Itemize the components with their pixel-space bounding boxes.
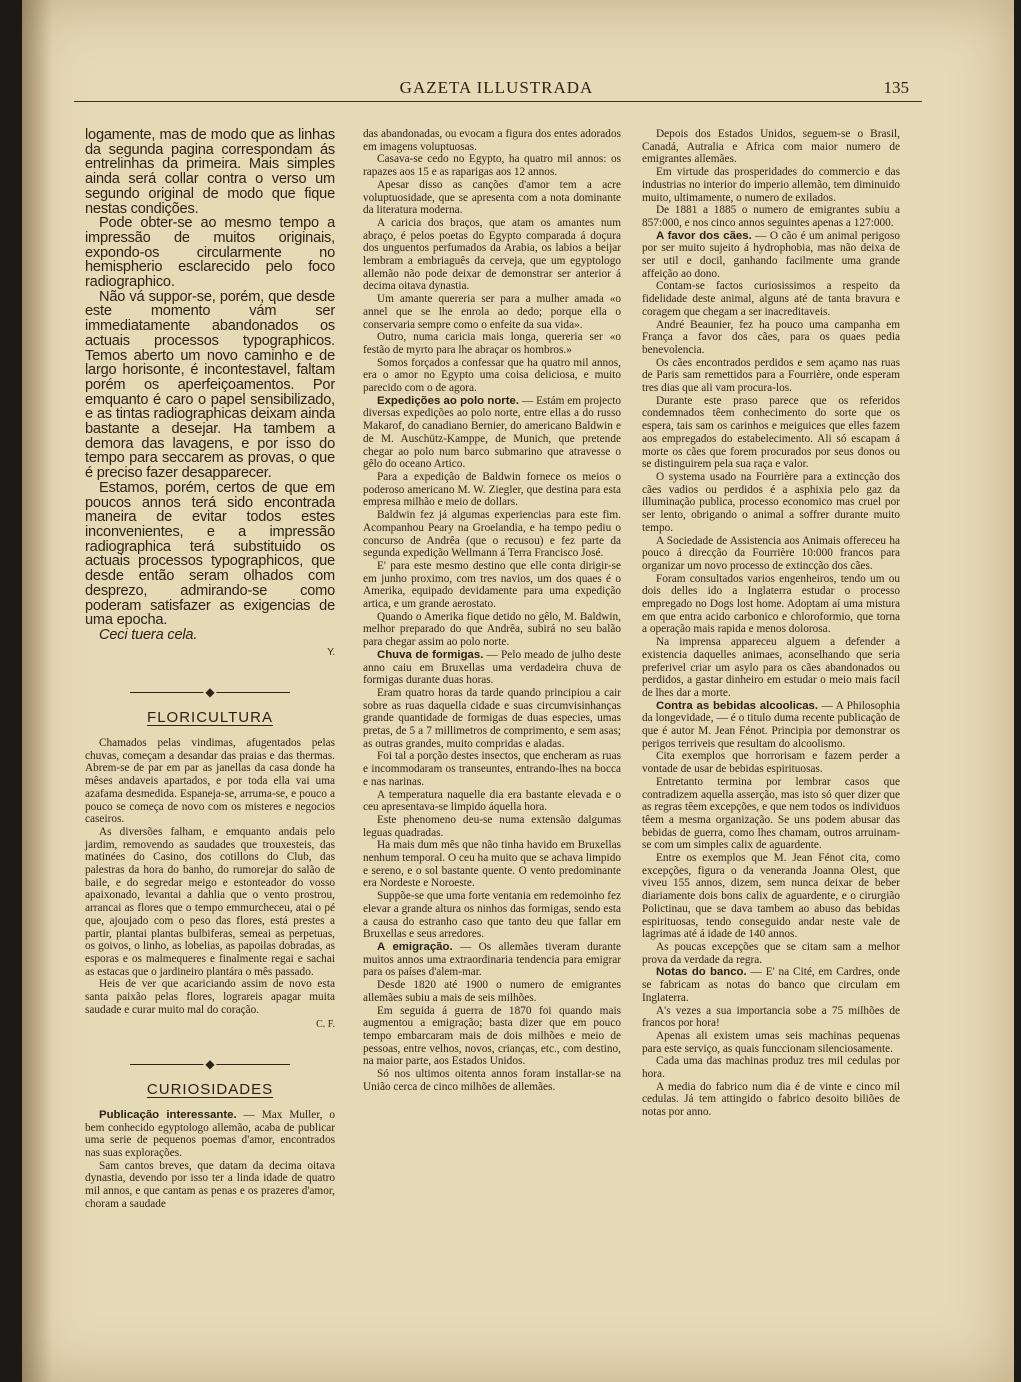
paragraph: Apesar disso as canções d'amor tem a acre voluptuosidade, que se apresenta com a nota dominante da literatura moderna. — [363, 178, 621, 217]
paragraph: logamente, mas de modo que as linhas da segunda pagina correspondam ás entrelinhas da primeira. Mais simples ainda será collar contra o verso um segundo original de modo que fique nestas condições. — [85, 127, 335, 217]
article-headline: Expedições ao polo norte. — [377, 394, 520, 407]
paragraph: Chamados pelas vindimas, afugentados pelas chuvas, começam a desandar das praias e das thermas. Abrem-se de par em par as janellas da casa donde ha mêses andaveis apartados, e por toda ella vai uma azafama desmedida. Espaneja-se, arruma-se, e pouco a pouco se começa de novo com os misteres e negocios caseiros. — [85, 737, 335, 826]
signature: Y. — [327, 646, 335, 658]
radiography-article — [85, 128, 335, 660]
paragraph: Em virtude das prosperidades do commercio e das industrias no interior do imperio allemão, tem diminuido muito, ultimamente, o numero de exilados. — [642, 166, 900, 204]
paragraph-text: — Estám em projecto diversas expedições ao polo norte, entre ellas a do russo Makarof, do canadiano Bernier, do americano Baldwin e de M. Auschütz-Kamppe, de Munich, que pretende chegar ao polo num barco submarino que atravesse o gêlo do oceano Artico. — [363, 394, 621, 471]
paragraph: Em seguida á guerra de 1870 foi quando mais augmentou a emigração; basta dizer que em pouco tempo embarcaram mais de dois milhões e meio de pessoas, entre velhos, novos, crianças, etc., com destino, na maior parte, aos Estados Unidos. — [363, 1004, 621, 1068]
paragraph: A temperatura naquelle dia era bastante elevada e o ceu apresentava-se limpido áquella hora. — [363, 788, 621, 814]
paragraph: A media do fabrico num dia é de vinte e cinco mil cedulas. Já tem attingido o fabrico desoito biliões de notas por anno. — [642, 1080, 900, 1119]
article-headline: Chuva de formigas. — [377, 648, 484, 661]
paragraph-text: — Os allemães tiveram durante muitos annos uma extraordinaria tendencia para emigrar para os países d'alem-mar. — [363, 941, 621, 979]
paragraph: Entre os exemplos que M. Jean Fénot cita, como excepções, figura o da veneranda Joanna Olest, que viveu 155 annos, dizem, sem nunca deixar de beber diariamente dois bons calix de aguardente, e o cirurgião Polictinau, que se dava tambem ao abuso das bebidas espirituosas, tendo conseguido andar neste vale de lagrimas até á idade de 140 annos. — [642, 852, 900, 941]
paragraph — [363, 941, 621, 979]
paragraph: Desde 1820 até 1900 o numero de emigrantes allemães subiu a mais de seis milhões. — [363, 979, 621, 1004]
paragraph: Outro, numa caricia mais longa, quereria ser «o festão de myrto para lhe abraçar os hombros.» — [363, 331, 621, 356]
column-2 — [363, 128, 621, 1093]
paragraph: Quando o Amerika fique detido no gêlo, M. Baldwin, melhor preparado do que Andrêa, subirá no seu balão para chegar assim ao polo norte. — [363, 610, 621, 649]
paragraph: Suppõe-se que uma forte ventania em redemoinho fez elevar a grande altura os ninhos das formigas, sendo esta a causa do estranho caso que tanto deu que fallar em Bruxellas e seus arredores. — [363, 890, 621, 941]
paragraph: Cada uma das machinas produz tres mil cedulas por hora. — [642, 1055, 900, 1081]
section-divider — [85, 684, 335, 702]
publication-title: GAZETA ILLUSTRADA — [399, 78, 594, 97]
paragraph: Para a expedição de Baldwin fornece os meios o poderoso americano M. W. Ziegler, que destina para esta empresa milhão e meio de dollars. — [363, 470, 621, 509]
paragraph: E' para este mesmo destino que elle conta dirigir-se em junho proximo, com tres navios, um dos quaes é o Amerika, equipado devidamente para uma expedição artica, e um grande aerostato. — [363, 559, 621, 611]
paragraph — [642, 966, 900, 1004]
column-1 — [85, 128, 335, 1211]
paragraph — [363, 395, 621, 471]
paragraph: Entretanto termina por lembrar casos que contradizem aquella asserção, mas isto só quer dizer que as regras têem excepções, e que nem todos os individuos têem a mesma organização. Se uns podem abusar das bebidas de guerra, como lhes chamam, outros arruinam-se com um simples calix de aguardente. — [642, 775, 900, 852]
paragraph — [85, 1109, 335, 1160]
article-headline: Notas do banco. — [656, 966, 747, 979]
paragraph: Só nos ultimos oitenta annos foram installar-se na União cerca de cinco milhões de allemães. — [363, 1068, 621, 1093]
paragraph: Durante este praso parece que os referidos condemnados têem conhecimento do sorte que os espera, tais sam os carinhos e meiguices que elles fazem aos empregados do estabelecimento. Ali só escapam á morte os cães que forem procurados por seus donos ou se distinguirem pela sua raça e valor. — [642, 394, 900, 471]
paragraph: Somos forçados a confessar que ha quatro mil annos, era o amor no Egypto uma coisa deliciosa, e muito parecido com o de agora. — [363, 356, 621, 395]
signature: C. F. — [316, 1019, 335, 1031]
paragraph-text: — E' na Cité, em Cardres, onde se fabricam as notas do banco que circulam em Inglaterra. — [642, 966, 900, 1004]
paragraph: As diversões falham, e emquanto andais pelo jardim, removendo as saudades que trouxesteis, das matinées do Casino, dos cotillons do Club, das palestras da hora do banho, do rumorejar do salão de baile, e do segredar meigo e estonteador do vosso apaixonado, levantai a dahlia que o vento prostrou, arrancai as flores que o tempo emmurcheceu, atai o pé que, ajoujado com o peso das flores, está prestes a partir, plantai plantas bulbiferas, semeai as perpetuas, os goivos, o linho, as lobelias, as papoilas dobradas, as esporas e os malmequeres e finalmente regai e sachai as estacas que o jardineiro plantára o mês passado. — [85, 825, 335, 978]
paragraph: Depois dos Estados Unidos, seguem-se o Brasil, Canadá, Autralia e Africa com maior numero de emigrantes allemães. — [642, 128, 900, 166]
paragraph-text: — A Philosophia da longevidade, — é o titulo duma recente publicação de que é autor M. Jean Fénot. Principia por demonstrar os perigos terriveis que resultam do alcoolismo. — [642, 699, 900, 750]
paragraph: Eram quatro horas da tarde quando principiou a cair sobre as ruas daquella cidade e suas circumvisinhanças grande quantidade de formigas de duas especies, umas pretas, de 5 a 7 millimetros de comprimento, e sem asas; as outras grandes, muito compridas e aladas. — [363, 686, 621, 750]
article-headline: A favor dos cães. — [656, 229, 752, 242]
paragraph — [363, 649, 621, 687]
paragraph: Ha mais dum mês que não tinha havido em Bruxellas nenhum temporal. O ceu ha muito que se achava limpido e sereno, e o sol bastante quente. O vento predominante era Nordeste e Noroeste. — [363, 839, 621, 890]
paragraph: Sam cantos breves, que datam da decima oitava dynastia, devendo por isso ter a linda idade de quatro mil annos, e que cantam as penas e os prazeres d'amor, choram a saudade — [85, 1159, 335, 1210]
section-title-curiosidades: CURIOSIDADES — [146, 1081, 274, 1099]
binding-shadow — [22, 0, 52, 1382]
article-headline: Contra as bebidas alcoolicas. — [656, 699, 819, 712]
paragraph: As poucas excepções que se citam sam a melhor prova da verdade da regra. — [642, 941, 900, 966]
paragraph: O systema usado na Fourrière para a extincção dos cães vadios ou perdidos é a asphixia pelo gaz da illuminação publica, processo economico mas cruel por ser lento, obrigando o animal a soffrer durante muito tempo. — [642, 470, 900, 534]
diamond-ornament-icon: ◆ — [205, 1057, 215, 1072]
page-number: 135 — [883, 78, 909, 97]
section-title-floricultura: FLORICULTURA — [147, 709, 273, 727]
paragraph: Não vá suppor-se, porém, que desde este momento vám ser immediatamente abandonados os actuais processos typographicos. Temos aberto um novo caminho e de largo horisonte, é incontestavel, faltam porém os aperfeiçoamentos. Por emquanto é caro o papel sensibilizado, e as tintas radiographicas deixam ainda bastante a desejar. Ha tambem a demora das lavagens, e por isso do tempo para seccarem as provas, o que é preciso fazer desapparecer. — [85, 288, 335, 482]
article-headline: Publicação interessante. — [99, 1108, 237, 1121]
paragraph: A caricia dos braços, que atam os amantes num abraço, é pelos poetas do Egypto comparada á doçura dos unguentos perfumados da Arabia, os labios a beijar lembram a embriaguês da cerveja, que um egyptologo allemão não pode deixar de demonstrar ser anterior á decima oitava dynastia. — [363, 216, 621, 293]
paragraph: André Beaunier, fez ha pouco uma campanha em França a favor dos cães, para os quaes pedia benevolencia. — [642, 318, 900, 356]
paragraph: Apenas ali existem umas seis machinas pequenas para este serviço, as quais funccionam silenciosamente. — [642, 1029, 900, 1055]
paragraph: Um amante quereria ser para a mulher amada «o annel que se lhe enrola ao dedo; porque ella o conservaria sempre como o enfeite da sua vida». — [363, 293, 621, 331]
paragraph — [642, 700, 900, 751]
paragraph: A's vezes a sua importancia sobe a 75 milhões de francos por hora! — [642, 1004, 900, 1030]
paragraph: Os cães encontrados perdidos e sem açamo nas ruas de Paris sam remettidos para a Fourrière, onde esperam tres dias que ali vam procura-los. — [642, 356, 900, 395]
header-rule — [74, 101, 922, 102]
paragraph: De 1881 a 1885 o numero de emigrantes subiu a 857:000, e nos cinco annos seguintes apenas a 127:000. — [642, 204, 900, 229]
newspaper-page — [22, 0, 1014, 1382]
closing-quote: Ceci tuera cela. — [99, 626, 198, 643]
paragraph: Heis de ver que acariciando assim de novo esta santa paixão pelas flores, lograreis apagar muita saudade e curar muito mal do coração. — [85, 978, 335, 1016]
paragraph-text: — Max Muller, o bem conhecido egyptologo allemão, acaba de publicar uma serie de pequenos poemas d'amor, encontrados nas suas explorações. — [85, 1108, 335, 1159]
paragraph: das abandonadas, ou evocam a figura dos entes adorados em imagens voluptuosas. — [363, 128, 621, 153]
paragraph: Estamos, porém, certos de que em poucos annos terá sido encontrada maneira de evitar todos estes inconvenientes, e a impressão radiographica terá substituido os actuais processos typographicos, que desde então seram olhados com desprezo, admirando-se como poderam satisfazer as exigencias de uma epocha. — [85, 479, 335, 629]
section-divider — [85, 1056, 335, 1074]
paragraph: Contam-se factos curiosissimos a respeito da fidelidade deste animal, alguns até de tanta bravura e coragem que chegam a ser inacreditaveis. — [642, 280, 900, 318]
paragraph: Baldwin fez já algumas experiencias para este fim. Acompanhou Peary na Groelandia, e ha tempo pediu o concurso de Andrêa (que o recusou) e fez parte da segunda expedição Wellmann á Terra Francisco José. — [363, 509, 621, 560]
paragraph: Casava-se cedo no Egypto, ha quatro mil annos: os rapazes aos 15 e as raparigas aos 12 annos. — [363, 153, 621, 179]
page-header — [74, 78, 919, 100]
paragraph-text: — Pelo meado de julho deste anno caiu em Bruxellas uma verdadeira chuva de formigas durante duas horas. — [363, 648, 621, 687]
paragraph: Pode obter-se ao mesmo tempo a impressão de muitos originais, expondo-os circularmente no hemispherio esclarecido pelo foco radiographico. — [85, 215, 335, 291]
column-3 — [642, 128, 900, 1119]
article-headline: A emigração. — [377, 941, 453, 953]
diamond-ornament-icon: ◆ — [205, 685, 215, 700]
paragraph: Este phenomeno deu-se numa extensão dalgumas leguas quadradas. — [363, 813, 621, 839]
paragraph: A Sociedade de Assistencia aos Animais offereceu ha pouco á direcção da Fourrière 10:000 francos para organizar um novo processo de extincção dos cães. — [642, 534, 900, 572]
paragraph: Na imprensa appareceu alguem a defender a existencia daquelles animaes, aconselhando que seria preferivel criar um asylo para os cães abandonados ou perdidos, a gastar dinheiro em estudar o meio mais facil de lhes dar a morte. — [642, 636, 900, 699]
paragraph: Foram consultados varios engenheiros, tendo um ou dois delles ido a Inglaterra estudar o processo empregado no Dogs lost home. Adoptam aí uma mistura em que entra acido carbonico e chloroformio, que torna a operação mais rapida e menos dolorosa. — [642, 572, 900, 636]
paragraph — [642, 230, 900, 281]
paragraph-text: — O cão é um animal perigoso por ser muito sujeito á hydrophobia, mas não deixa de ser util e docil, ganhando facilmente uma grande affeição ao dono. — [642, 229, 900, 280]
paragraph: Cita exemplos que horrorisam e fazem perder a vontade de usar de bebidas espirituosas. — [642, 750, 900, 776]
paragraph: Foi tal a porção destes insectos, que encheram as ruas e incommodaram os transeuntes, entrando-lhes na bocca e nas narinas. — [363, 750, 621, 788]
